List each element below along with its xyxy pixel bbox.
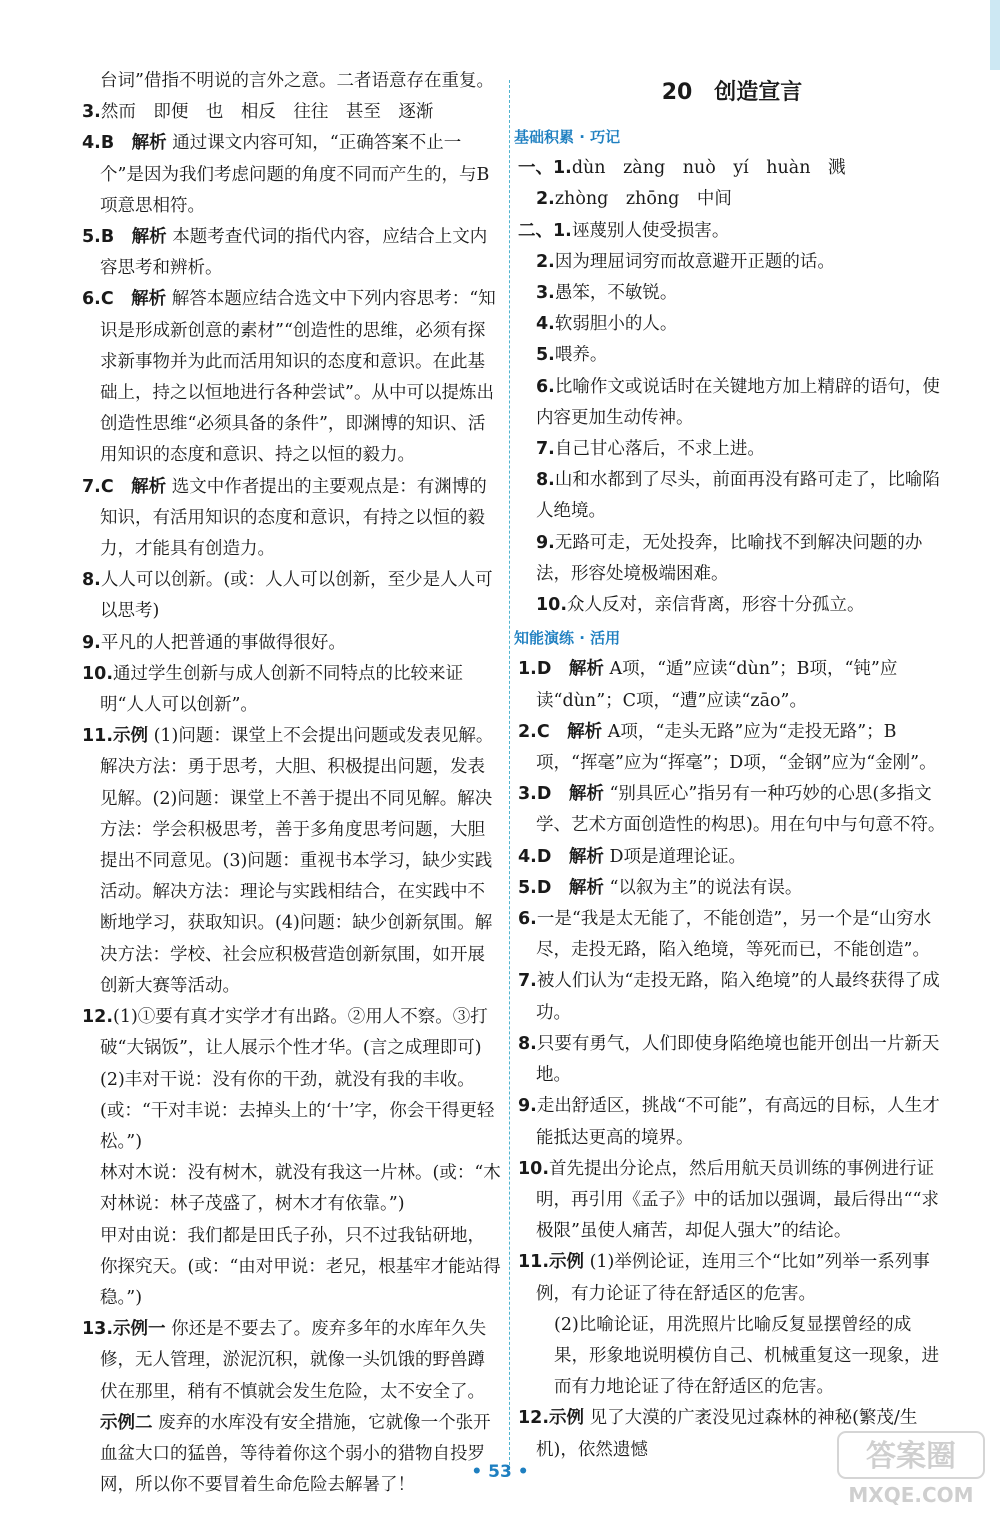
item-number: 7. <box>82 476 101 497</box>
practice-answers <box>518 654 946 1465</box>
answer-line <box>518 1310 946 1404</box>
item-number: 5. <box>536 345 555 366</box>
answer-line <box>518 153 946 184</box>
answer-line <box>82 472 502 566</box>
item-number: 8. <box>82 570 101 591</box>
answer-line <box>518 278 946 309</box>
answer-text: D项是道理论证。 <box>609 846 746 867</box>
item-number: 12. <box>82 1007 114 1028</box>
answer-line <box>518 842 946 873</box>
item-number: 2. <box>536 251 555 272</box>
answer-line <box>518 528 946 590</box>
answer-text: 诬蔑别人使受损害。 <box>571 220 730 241</box>
lesson-title: 20 创造宣言 <box>661 80 803 105</box>
answer-line <box>82 659 502 721</box>
answer-line <box>518 779 946 841</box>
item-number: 1. <box>518 659 537 680</box>
answer-text: 首先提出分论点，然后用航天员训练的事例进行证明，再引用《孟子》中的话加以强调，最后得出““求极限”虽使人痛苦，却促人强大”的结论。 <box>536 1158 939 1242</box>
answer-line <box>518 372 946 434</box>
answer-text: “以叙为主”的说法有误。 <box>609 877 803 898</box>
answer-text: (1)问题：课堂上不会提出问题或发表见解。解决方法：勇于思考，大胆、积极提出问题，发表见解。(2)问题：课堂上不善于提出不同见解。解决方法：学会积极思考，善于多角度思考问题，大胆提出不同意见。(3)问题：重视书本学习，缺少实践活动。解决方法：理论与实践相结合，在实践中不断地学习，获取知识。(4)问题：缺少创新氛围。解决方法：学校、社会应积极营造创新氛围，如开展创新大赛等活动。 <box>100 726 494 996</box>
answer-line <box>518 247 946 278</box>
item-number: 11. <box>518 1252 550 1273</box>
answer-line <box>518 590 946 621</box>
answer-text: 解答本题应结合选文中下列内容思考：“知识是形成新创意的素材”“创造性的思维，必须有探求新事物并为此而活用知识的态度和意识。在此基础上，持之以恒地进行各种尝试”。从中可以提炼出创造性思维“必须具备的条件”，即渊博的知识、活用知识的态度和意识、持之以恒的毅力。 <box>100 289 496 466</box>
answer-line <box>518 1029 946 1091</box>
answer-text: 台词”借指不明说的言外之意。二者语意存在重复。 <box>100 71 494 91</box>
item-number: 6. <box>82 289 101 310</box>
watermark-logo <box>836 1430 986 1508</box>
item-number: 11. <box>82 726 114 747</box>
column-divider <box>509 80 510 1470</box>
answer-text: 比喻作文或说话时在关键地方加上精辟的语句，使内容更加生动传神。 <box>536 376 940 428</box>
item-number: 3. <box>536 283 555 304</box>
answer-text: 甲对由说：我们都是田氏子孙，只不过我钻研地，你探究天。(或：“由对甲说：老兄，根基牢才能站得稳。”) <box>100 1225 501 1308</box>
answer-text: 无路可走，无处投奔，比喻找不到解决问题的办法，形容处境极端困难。 <box>536 532 923 584</box>
answer-line <box>518 966 946 1028</box>
answer-text: 废弃的水库没有安全措施，它就像一个张开血盆大口的猛兽，等待着你这个弱小的猎物自投罗网，所以你不要冒着生命危险去解暑了！ <box>100 1412 491 1496</box>
answer-tag: 示例一 <box>113 1319 166 1340</box>
left-column <box>82 66 502 1501</box>
answer-tag: D 解析 <box>536 784 604 805</box>
page-edge-bar <box>990 0 1000 70</box>
answer-line <box>82 1002 502 1064</box>
answer-text: 林对木说：没有树木，就没有我这一片林。(或：“木对林说：林子茂盛了，树木才有依靠。”) <box>100 1163 501 1215</box>
answer-text: (1)举例论证，连用三个“比如”列举一系列事例，有力论证了待在舒适区的危害。 <box>536 1252 930 1304</box>
answer-text: 选文中作者提出的主要观点是：有渊博的知识，有活用知识的态度和意识，有持之以恒的毅力，才能具有创造力。 <box>100 476 487 560</box>
item-number: 10. <box>536 595 568 616</box>
answer-text: 喂养。 <box>554 345 608 366</box>
answer-text: 通过课文内容可知，“正确答案不止一个”是因为我们考虑问题的角度不同而产生的，与B项意思相符。 <box>100 133 490 216</box>
answer-tag: 示例 <box>113 726 149 747</box>
answer-text: 见了大漠的广袤没见过森林的神秘(繁茂/生机)，依然遗憾 <box>536 1408 918 1460</box>
answer-line <box>82 284 502 471</box>
answer-line <box>82 97 502 128</box>
answer-line <box>82 721 502 1002</box>
item-number: 13. <box>82 1319 114 1340</box>
section-heading-basics: 基础积累 · 巧记 <box>514 128 621 146</box>
answer-text: 软弱胆小的人。 <box>554 314 678 335</box>
answer-line <box>82 66 502 97</box>
answer-tag: C 解析 <box>100 476 167 497</box>
answer-text: 人人可以创新。(或：人人可以创新，至少是人人可以思考) <box>100 570 493 622</box>
answer-text: 本题考查代词的指代内容，应结合上文内容思考和辨析。 <box>100 227 488 279</box>
item-number: 9. <box>82 632 101 653</box>
item-number: 6. <box>536 376 555 397</box>
answer-line <box>518 340 946 371</box>
answer-tag: B 解析 <box>100 227 167 248</box>
answer-text: 然而 即便 也 相反 往往 甚至 逐渐 <box>100 102 434 123</box>
answer-text: 众人反对，亲信背离，形容十分孤立。 <box>567 595 865 616</box>
answer-line <box>518 216 946 247</box>
item-number: 2. <box>536 189 555 210</box>
item-number: 10. <box>518 1158 550 1179</box>
item-number: 12. <box>518 1408 550 1429</box>
answer-text: 走出舒适区，挑战“不可能”，有高远的目标，人生才能抵达更高的境界。 <box>536 1096 940 1148</box>
answer-line <box>82 1408 502 1502</box>
answer-tag: D 解析 <box>536 659 604 680</box>
item-number: 3. <box>82 102 101 123</box>
page-number: • 53 • <box>471 1462 529 1482</box>
answer-line <box>82 222 502 284</box>
answer-text: 愚笨，不敏锐。 <box>554 283 678 304</box>
item-number: 10. <box>82 663 114 684</box>
answer-tag: C 解析 <box>100 289 167 310</box>
answer-tag: 示例 <box>549 1408 585 1429</box>
answer-line <box>82 1221 502 1315</box>
answer-text: 山和水都到了尽头，前面再没有路可走了，比喻陷人绝境。 <box>536 470 940 522</box>
answer-tag: D 解析 <box>536 877 604 898</box>
answer-text: dùn zàng nuò yí huàn 溅 <box>571 158 846 179</box>
item-number: 6. <box>518 909 537 930</box>
answer-text: (2)比喻论证，用洗照片比喻反复显摆曾经的成果，形象地说明模仿自己、机械重复这一现象，进而有力地论证了待在舒适区的危害。 <box>554 1314 939 1398</box>
answer-line <box>82 1314 502 1408</box>
answer-line <box>518 904 946 966</box>
item-number: 5. <box>82 227 101 248</box>
answer-line <box>82 128 502 222</box>
item-number: 8. <box>518 1033 537 1054</box>
answer-text: 一是“我是太无能了，不能创造”，另一个是“山穷水尽，走投无路，陷入绝境，等死而已，不能创造”。 <box>536 909 932 961</box>
answer-text: 被人们认为“走投无路，陷入绝境”的人最终获得了成功。 <box>536 971 940 1023</box>
item-number: 2. <box>518 721 537 742</box>
answer-line <box>518 1154 946 1248</box>
answer-text: 你还是不要去了。废弃多年的水库年久失修，无人管理，淤泥沉积，就像一头饥饿的野兽蹲伏在那里，稍有不慎就会发生危险，太不安全了。 <box>100 1319 487 1402</box>
item-number: 4. <box>536 314 555 335</box>
answer-line <box>82 1065 502 1159</box>
item-number: 4. <box>82 133 101 154</box>
item-number: 7. <box>518 971 537 992</box>
item-number: 4. <box>518 846 537 867</box>
answer-line <box>82 1158 502 1220</box>
answer-text: (2)丰对干说：没有你的干劲，就没有我的丰收。(或：“干对丰说：去掉头上的‘十’字，你会干得更轻松。”) <box>100 1069 495 1152</box>
answer-text: A项，“遁”应读“dùn”；B项，“钝”应读“dùn”；C项，“遭”应读“zāo”。 <box>536 659 898 711</box>
item-number: 二、1. <box>518 220 572 241</box>
answer-line <box>518 184 946 215</box>
right-column <box>514 66 946 1466</box>
answer-text: A项，“走头无路”应为“走投无路”；B项，“挥毫”应为“挥毫”；D项，“金钢”应为“金刚”。 <box>536 721 937 774</box>
answer-line <box>518 309 946 340</box>
answer-line <box>518 1247 946 1309</box>
item-number: 9. <box>518 1096 537 1117</box>
answer-text: 只要有勇气，人们即使身陷绝境也能开创出一片新天地。 <box>536 1033 940 1086</box>
answer-text: (1)①要有真才实学才有出路。②用人不察。③打破“大锅饭”，让人展示个性才华。(言之成理即可) <box>100 1007 488 1059</box>
answer-text: 自己甘心落后，不求上进。 <box>554 439 765 460</box>
answer-tag: 示例 <box>549 1252 585 1273</box>
item-number: 8. <box>536 470 555 491</box>
answer-line <box>518 465 946 527</box>
item-number: 3. <box>518 784 537 805</box>
item-number: 7. <box>536 439 555 460</box>
item-number: 9. <box>536 532 555 553</box>
answer-line <box>82 565 502 627</box>
answer-text: 平凡的人把普通的事做得很好。 <box>100 632 346 653</box>
answer-tag: C 解析 <box>536 721 603 742</box>
answer-line <box>518 717 946 779</box>
watermark-text: 答案圈 <box>866 1439 956 1474</box>
answer-tag: 示例二 <box>100 1412 153 1433</box>
item-number: 5. <box>518 877 537 898</box>
answer-line <box>518 873 946 904</box>
answer-line <box>518 654 946 716</box>
answer-line <box>82 628 502 659</box>
watermark-url: MXQE.COM <box>848 1483 974 1507</box>
item-number: 一、1. <box>518 158 572 179</box>
answer-tag: D 解析 <box>536 846 604 867</box>
answer-tag: B 解析 <box>100 133 167 154</box>
section-heading-practice: 知能演练 · 活用 <box>514 629 621 648</box>
answer-text: “别具匠心”指另有一种巧妙的心思(多指文学、艺术方面创造性的构思)。用在句中与句意不符。 <box>536 784 946 836</box>
basics-answers <box>518 153 946 621</box>
answer-text: zhòng zhōng 中间 <box>554 189 732 210</box>
answer-text: 因为理屈词穷而故意避开正题的话。 <box>554 251 835 272</box>
answer-line <box>518 434 946 465</box>
answer-line <box>518 1091 946 1153</box>
answer-text: 通过学生创新与成人创新不同特点的比较来证明“人人可以创新”。 <box>100 663 464 716</box>
